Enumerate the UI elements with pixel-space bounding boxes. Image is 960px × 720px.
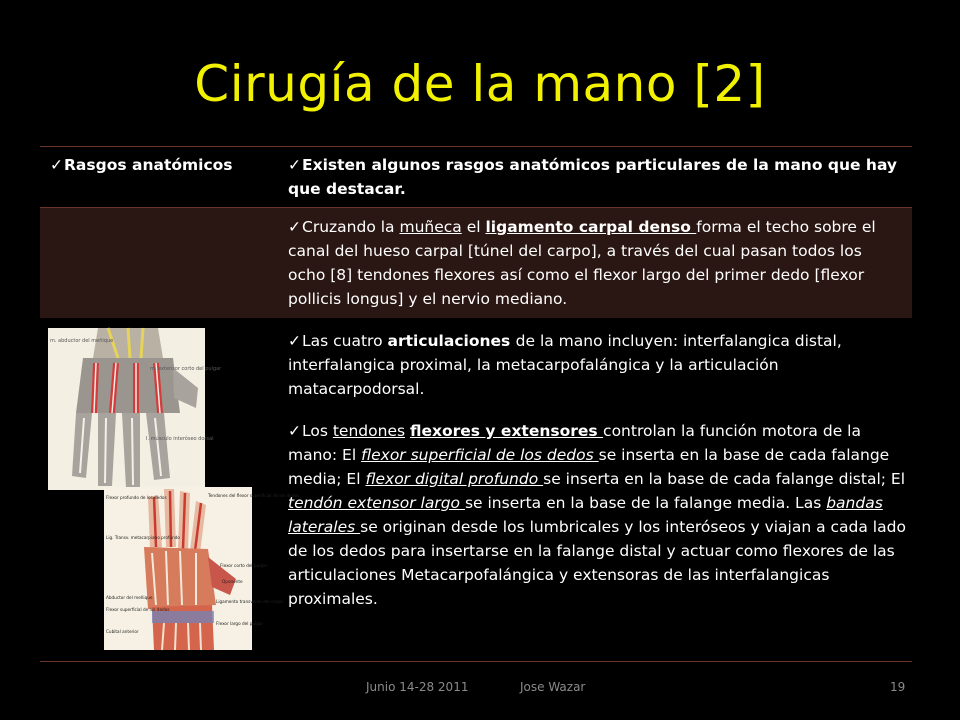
row2-right-cell	[288, 215, 903, 311]
articulaciones-text: articulaciones	[387, 332, 516, 350]
table-top-rule	[40, 146, 912, 147]
checkmark-icon: ✓	[288, 218, 301, 236]
row1-bottom-rule	[40, 207, 912, 208]
row3-text: se inserta en la base de cada falange media; El	[288, 446, 890, 488]
checkmark-icon: ✓	[288, 422, 301, 440]
checkmark-icon: ✓	[50, 156, 63, 174]
dorsal-hand-drawing	[48, 328, 222, 490]
row3-paragraph-articulaciones	[288, 329, 908, 401]
row1-right-text: Existen algunos rasgos anatómicos particulares de la mano que hay que destacar.	[288, 156, 898, 198]
row1-left-text: Rasgos anatómicos	[64, 156, 233, 174]
palmar-label-right-1: Tendones del flexor superficial de los dedos	[208, 493, 300, 498]
palmar-label-right-2: Flexor corto del pulgar	[220, 563, 268, 568]
footer-date: Junio 14-28 2011	[366, 680, 469, 694]
palmar-label-left-4: Flexor superficial de los dedos	[106, 607, 170, 612]
palmar-label-left-3: Abductor del meñique	[106, 595, 153, 600]
dorsal-hand-illustration	[48, 328, 222, 490]
palmar-hand-illustration	[104, 487, 300, 650]
table-bottom-rule	[40, 661, 912, 662]
row1-left-cell	[50, 153, 270, 177]
flexor-superficial-text: flexor superficial de los dedos	[361, 446, 599, 464]
checkmark-icon: ✓	[288, 332, 301, 350]
row3-paragraph-tendones	[288, 419, 908, 611]
row3-text: se inserta en la base de cada falange distal; El	[543, 470, 905, 488]
palmar-label-left-2: Lig. Transv. metacarpiano profundo	[106, 535, 180, 540]
dorsal-label-1: m. abductor del meñique	[50, 338, 114, 344]
row3-text: controlan la función motora de la mano: El	[288, 422, 861, 464]
palmar-label-right-4: Ligamento transverso del carpo	[216, 599, 283, 604]
bandas-laterales-text: bandas laterales	[288, 494, 883, 536]
slide-title: Cirugía de la mano [2]	[194, 55, 766, 113]
row3-text: de la mano incluyen: interfalangica distal, interfalangica proximal, la metacarpofalángica y la articulación matacarpodorsal.	[288, 332, 842, 398]
ligamento-carpal-text: ligamento carpal denso	[485, 218, 697, 236]
palmar-label-right-3: Oponente	[222, 579, 243, 584]
palmar-label-left-5: Cubital anterior	[106, 629, 139, 634]
palmar-label-right-5: Flexor largo del pulgar	[216, 621, 264, 626]
row2-text: forma el techo sobre el canal del hueso carpal [túnel del carpo], a través del cual pasan todos los ocho [8] tendones flexores así como el flexor largo del primer dedo [flexor pollicis longus] y el nervio mediano.	[288, 218, 876, 308]
row1-right-cell	[288, 153, 903, 201]
flexor-profundo-text: flexor digital profundo	[365, 470, 544, 488]
row2-text: Cruzando la	[302, 218, 400, 236]
footer-page-number: 19	[890, 680, 906, 694]
row3-text: Las cuatro	[302, 332, 388, 350]
row3-text: Los	[302, 422, 333, 440]
palmar-hand-drawing	[104, 487, 300, 650]
palmar-label-left-1: Flexor profundo de los dedos	[106, 495, 167, 500]
tendones-text: tendones	[332, 422, 406, 440]
row3-text: se originan desde los lumbricales y los interóseos y viajan a cada lado de los dedos para insertarse en la falange distal y actuar como flexores de las articulaciones Metacarpofalángica y extensoras de las interfalangicas proximales.	[288, 518, 906, 608]
checkmark-icon: ✓	[288, 156, 301, 174]
tendon-extensor-text: tendón extensor largo	[288, 494, 465, 512]
dorsal-label-2: m. extensor corto del pulgar	[150, 366, 222, 372]
row3-text: se inserta en la base de la falange media. Las	[464, 494, 827, 512]
dorsal-label-3: I. músculo interóseo dorsal	[146, 436, 214, 442]
muneca-link-text: muñeca	[399, 218, 462, 236]
flexores-extensores-text: flexores y extensores	[410, 422, 604, 440]
row2-text: el	[461, 218, 486, 236]
footer-author: Jose Wazar	[520, 680, 586, 694]
